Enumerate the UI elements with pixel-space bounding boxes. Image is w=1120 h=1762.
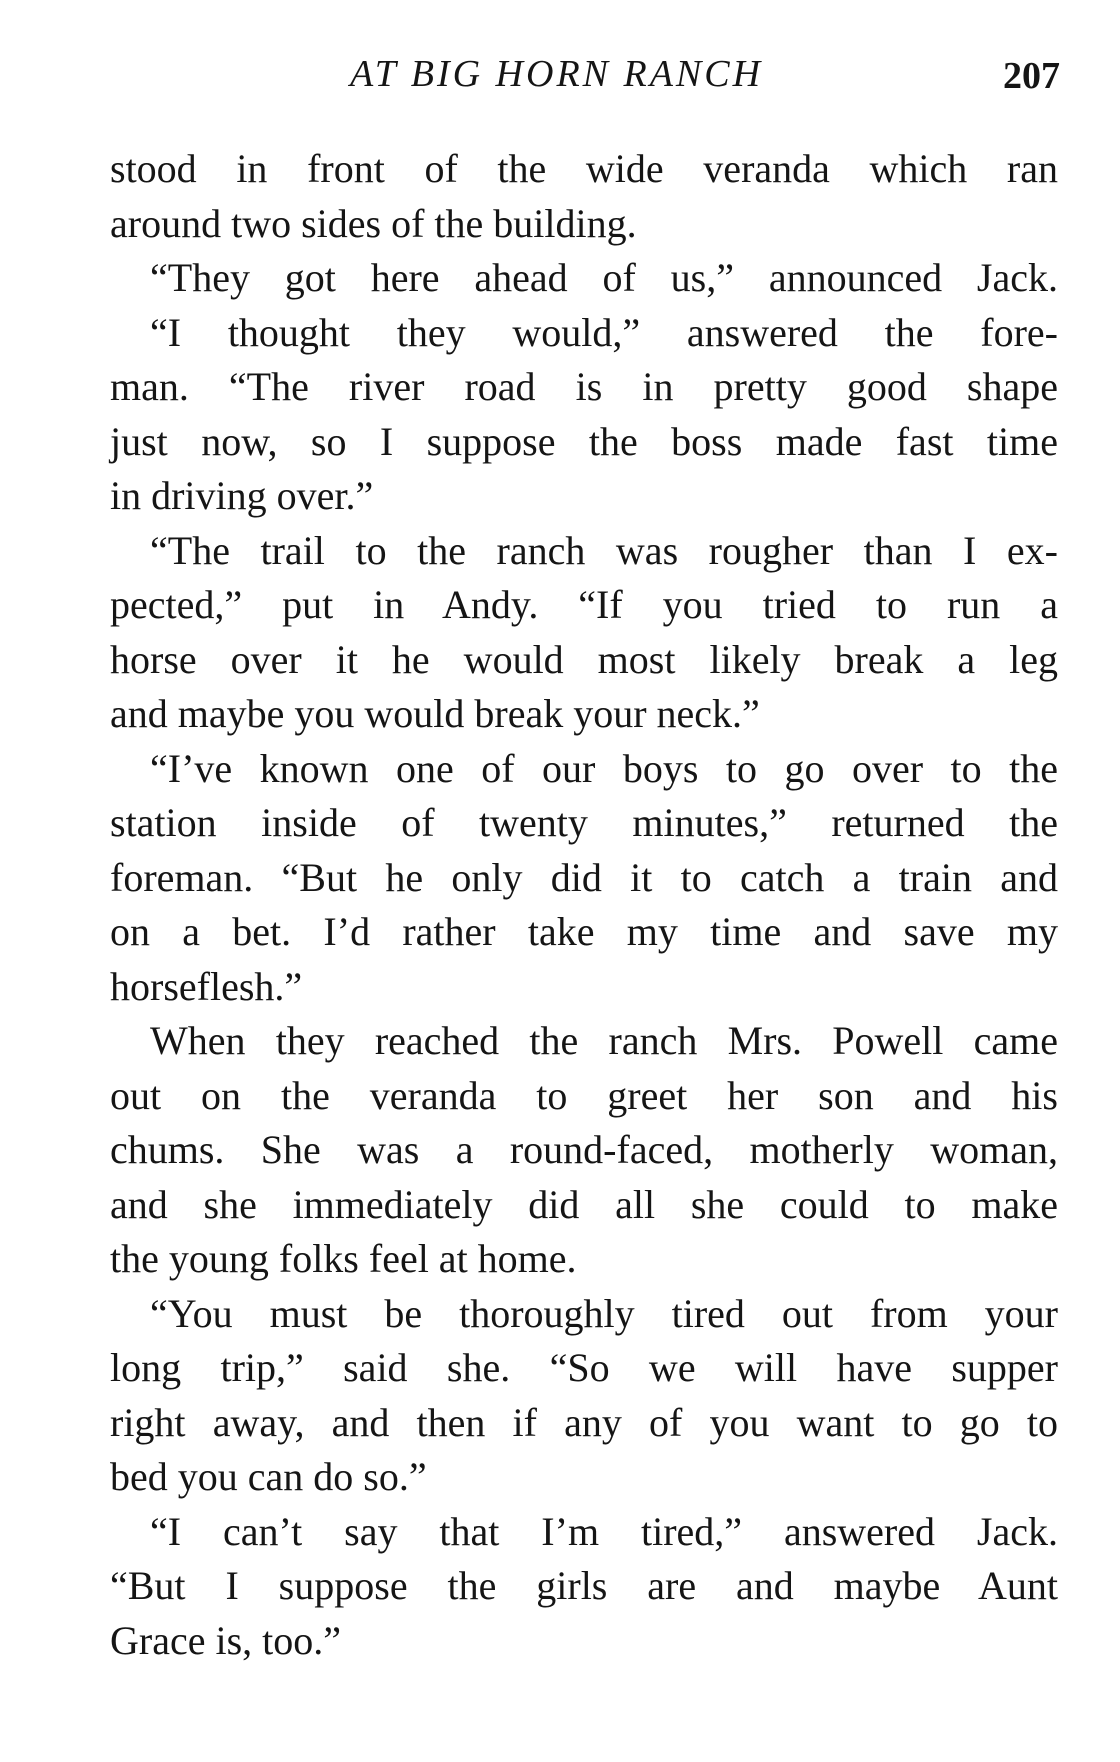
text-line: man. “The river road is in pretty good shape	[110, 364, 1058, 409]
body-text	[110, 142, 1058, 1668]
text-line: long trip,” said she. “So we will have supper	[110, 1345, 1058, 1390]
text-line: “They got here ahead of us,” announced Jack.	[150, 255, 1058, 300]
page-number: 207	[1003, 55, 1060, 97]
text-line: “But I suppose the girls are and maybe Aunt	[110, 1563, 1058, 1608]
text-line: chums. She was a round-faced, motherly woman,	[110, 1127, 1058, 1172]
text-line: station inside of twenty minutes,” returned the	[110, 800, 1058, 845]
text-line: bed you can do so.”	[110, 1454, 427, 1499]
text-line: right away, and then if any of you want to go to	[110, 1399, 1058, 1445]
text-line: the young folks feel at home.	[110, 1236, 577, 1281]
text-line: horse over it he would most likely break a leg	[110, 636, 1058, 682]
text-line: foreman. “But he only did it to catch a train and	[110, 854, 1058, 900]
text-line: “You must be thoroughly tired out from your	[150, 1290, 1058, 1336]
text-line: around two sides of the building.	[110, 200, 637, 246]
text-line: just now, so I suppose the boss made fast time	[110, 418, 1058, 464]
running-head-title: AT BIG HORN RANCH	[350, 53, 764, 95]
text-line: When they reached the ranch Mrs. Powell came	[150, 1018, 1058, 1063]
text-line: out on the veranda to greet her son and his	[110, 1072, 1058, 1118]
text-line: “I thought they would,” answered the fore-	[150, 309, 1058, 355]
text-line: and she immediately did all she could to make	[110, 1181, 1058, 1227]
running-head	[110, 52, 1060, 102]
text-line: on a bet. I’d rather take my time and save my	[110, 909, 1058, 954]
text-line: stood in front of the wide veranda which ran	[110, 146, 1058, 191]
text-line: “The trail to the ranch was rougher than I ex-	[150, 527, 1058, 573]
text-line: in driving over.”	[110, 473, 374, 518]
text-line: pected,” put in Andy. “If you tried to run a	[110, 582, 1058, 627]
text-line: and maybe you would break your neck.”	[110, 691, 760, 736]
text-line: horseflesh.”	[110, 963, 303, 1009]
text-line: “I can’t say that I’m tired,” answered Jack.	[150, 1508, 1058, 1554]
text-line: “I’ve known one of our boys to go over to the	[150, 745, 1058, 791]
text-line: Grace is, too.”	[110, 1617, 342, 1663]
